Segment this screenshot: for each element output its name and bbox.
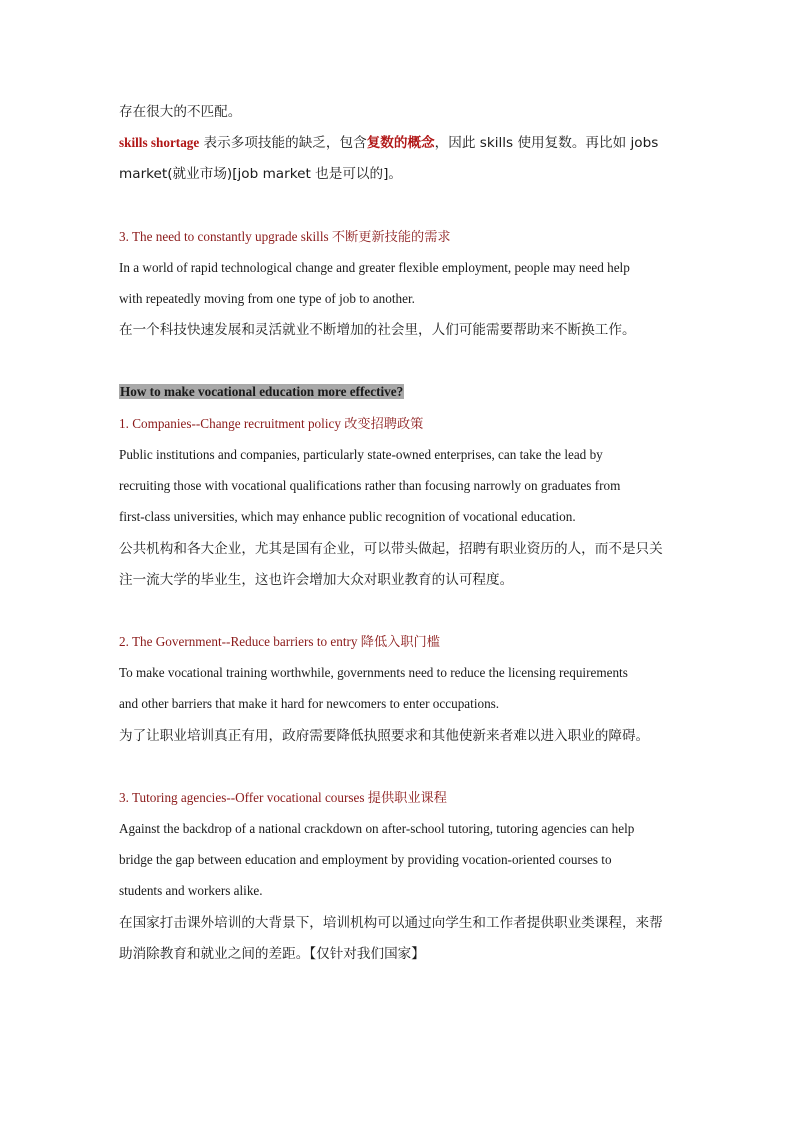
highlighted-question: How to make vocational education more effective? xyxy=(120,384,404,399)
translation-line: 公共机构和各大企业，尤其是国有企业，可以带头做起，招聘有职业资历的人，而不是只关 xyxy=(119,541,663,557)
intro-line-1: 存在很大的不匹配。 xyxy=(119,104,242,120)
paragraph-line: first-class universities, which may enhance public recognition of vocational education. xyxy=(119,509,576,524)
intro-line-2 xyxy=(119,134,658,152)
translation-line: 在国家打击课外培训的大背景下，培训机构可以通过向学生和工作者提供职业类课程，来帮 xyxy=(119,915,663,931)
translation-line: 为了让职业培训真正有用，政府需要降低执照要求和其他使新来者难以进入职业的障碍。 xyxy=(119,728,650,744)
heading-tutoring-agencies: 3. Tutoring agencies--Offer vocational courses 提供职业课程 xyxy=(119,790,447,805)
paragraph-line: recruiting those with vocational qualifications rather than focusing narrowly on graduates from xyxy=(119,478,621,493)
intro-line-2-text-a: 表示多项技能的缺乏，包含 xyxy=(199,135,367,151)
paragraph-line: To make vocational training worthwhile, governments need to reduce the licensing requirements xyxy=(119,665,628,680)
emphasis-plural-concept: 复数的概念 xyxy=(366,135,435,151)
heading-companies: 1. Companies--Change recruitment policy 改变招聘政策 xyxy=(119,416,424,431)
paragraph-line: In a world of rapid technological change and greater flexible employment, people may need help xyxy=(119,260,630,275)
translation-line: 注一流大学的毕业生，这也许会增加大众对职业教育的认可程度。 xyxy=(119,572,514,588)
paragraph-line: and other barriers that make it hard for newcomers to enter occupations. xyxy=(119,696,500,711)
heading-upgrade-skills: 3. The need to constantly upgrade skills 不断更新技能的需求 xyxy=(119,229,451,244)
intro-line-3: market(就业市场)[job market 也是可以的]。 xyxy=(119,166,402,182)
paragraph-line: students and workers alike. xyxy=(119,883,263,898)
term-skills-shortage: skills shortage xyxy=(119,135,200,150)
paragraph-line: Public institutions and companies, particularly state-owned enterprises, can take the lead by xyxy=(119,447,603,462)
paragraph-line: Against the backdrop of a national crackdown on after-school tutoring, tutoring agencies can help xyxy=(119,821,635,836)
paragraph-line: with repeatedly moving from one type of job to another. xyxy=(119,291,415,306)
intro-line-2-text-b: ，因此 skills 使用复数。再比如 jobs xyxy=(434,135,659,151)
question-heading xyxy=(119,383,404,401)
translation-line: 助消除教育和就业之间的差距。【仅针对我们国家】 xyxy=(119,946,425,962)
heading-government: 2. The Government--Reduce barriers to entry 降低入职门槛 xyxy=(119,634,440,649)
translation-line: 在一个科技快速发展和灵活就业不断增加的社会里，人们可能需要帮助来不断换工作。 xyxy=(119,322,636,338)
paragraph-line: bridge the gap between education and employment by providing vocation-oriented courses to xyxy=(119,852,612,867)
